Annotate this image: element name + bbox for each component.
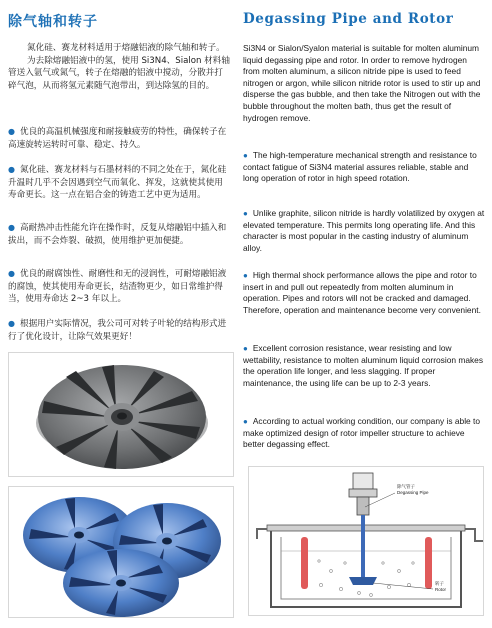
bullet-icon: ● [243, 151, 248, 160]
bullet-icon: ● [8, 223, 15, 232]
label-rotor-en: Rotor [435, 587, 447, 592]
en-point-5 [243, 416, 486, 451]
cn-intro [8, 42, 230, 92]
en-intro: Si3N4 or Sialon/Syalon material is suitable for molten aluminum liquid degassing pipe and rotor. In order to remove hydrogen from molten aluminum, a silicon nitride pipe is used to feed nitrogen or argon, while silicon nitride rotor is used to stir up and disperse the gas bubble, and then take the Nitrogen out with the bubble throughout the molten bath, thus get the result of hydrogen remove. [243, 43, 481, 123]
en-point-2 [243, 208, 486, 254]
cn-point-text: 优良的高温机械强度和耐接触疲劳的特性，确保转子在高速旋转运转时可靠、稳定、持久。 [8, 127, 227, 150]
rotor-photo-gray [8, 352, 234, 477]
en-point-text: Unlike graphite, silicon nitride is hardly volatilized by oxygen at elevated temperature. This permits long operating life. And this character is most popular in the casting industry of aluminum alloy. [243, 208, 485, 253]
degassing-diagram [248, 466, 484, 616]
blue-rotors-image [9, 487, 234, 618]
cn-point-5 [8, 318, 230, 343]
cn-intro-2: 为去除熔融铝液中的氢，使用 Si3N4、Sialon 材料轴管送入氩气或氮气，转子在熔融的铝液中搅动，分散并打碎气泡，从而将氢元素随气泡带出，到达除氢的目的。 [8, 55, 230, 91]
furnace-diagram-svg [249, 467, 484, 616]
en-point-3 [243, 270, 486, 316]
bullet-icon: ● [243, 344, 248, 353]
cn-point-4 [8, 268, 230, 306]
cn-point-text: 高耐热冲击性能允许在操作时，反复从熔融铝中插入和拔出，而不会炸裂、破损，使用维护更加便捷。 [8, 223, 227, 246]
page-title-en: Degassing Pipe and Rotor [243, 11, 454, 27]
cn-point-text: 根据用户实际情况，我公司可对转子叶轮的结构形式进行了优化设计，让除气效果更好！ [8, 319, 227, 342]
en-point-text: High thermal shock performance allows the pipe and rotor to insert in and pull out repeatedly from molten aluminum in operation. Pipes and rotors will not be cracked and damaged. Therefore, operation and maintenance become very convenient. [243, 270, 481, 315]
bullet-icon: ● [243, 417, 248, 426]
rotor-photo-blue [8, 486, 234, 618]
bullet-icon: ● [8, 319, 15, 328]
bullet-icon: ● [243, 209, 248, 218]
gray-rotor-image [9, 353, 234, 477]
label-pipe-en: Degassing Pipe [397, 490, 429, 495]
cn-point-3 [8, 222, 230, 247]
bullet-icon: ● [8, 269, 15, 278]
en-point-text: Excellent corrosion resistance, wear resisting and low wettability, resistance to molten aluminum liquid corrosion makes the operation life longer, and less slagging. If proper maintenance, the using life can be up to 2-3 years. [243, 343, 484, 388]
cn-intro-1: 氮化硅、赛龙材料适用于熔融铝液的除气轴和转子。 [27, 43, 225, 53]
bullet-icon: ● [8, 165, 15, 174]
cn-point-text: 氮化硅、赛龙材料与石墨材料的不同之处在于，氮化硅升温时几乎不会因遇到空气而氧化、挥发，这就使其使用寿命更长。这一点在铝合金的铸造工艺中更为适用。 [8, 165, 227, 201]
en-point-1 [243, 150, 486, 185]
bullet-icon: ● [243, 271, 248, 280]
cn-point-1 [8, 126, 230, 151]
page-title-cn: 除气轴和转子 [8, 14, 98, 30]
en-point-text: The high-temperature mechanical strength and resistance to contact fatigue of Si3N4 material assures reliable, stable and long operation of rotor in high speed rotation. [243, 150, 477, 184]
label-rotor-cn: 转子 [435, 581, 444, 586]
cn-point-text: 优良的耐腐蚀性、耐磨性和无的浸润性，可耐熔融铝液的腐蚀，使其使用寿命更长，结渣物更少，如日常维护得当，使用寿命达 2~3 年以上。 [8, 269, 227, 305]
label-pipe-cn: 除气管子 [397, 484, 415, 489]
bullet-icon: ● [8, 127, 15, 136]
en-point-text: According to actual working condition, our company is able to make optimized design of rotor impeller structure to achieve better degassing effect. [243, 416, 481, 450]
en-point-4 [243, 343, 486, 389]
cn-point-2 [8, 164, 230, 202]
